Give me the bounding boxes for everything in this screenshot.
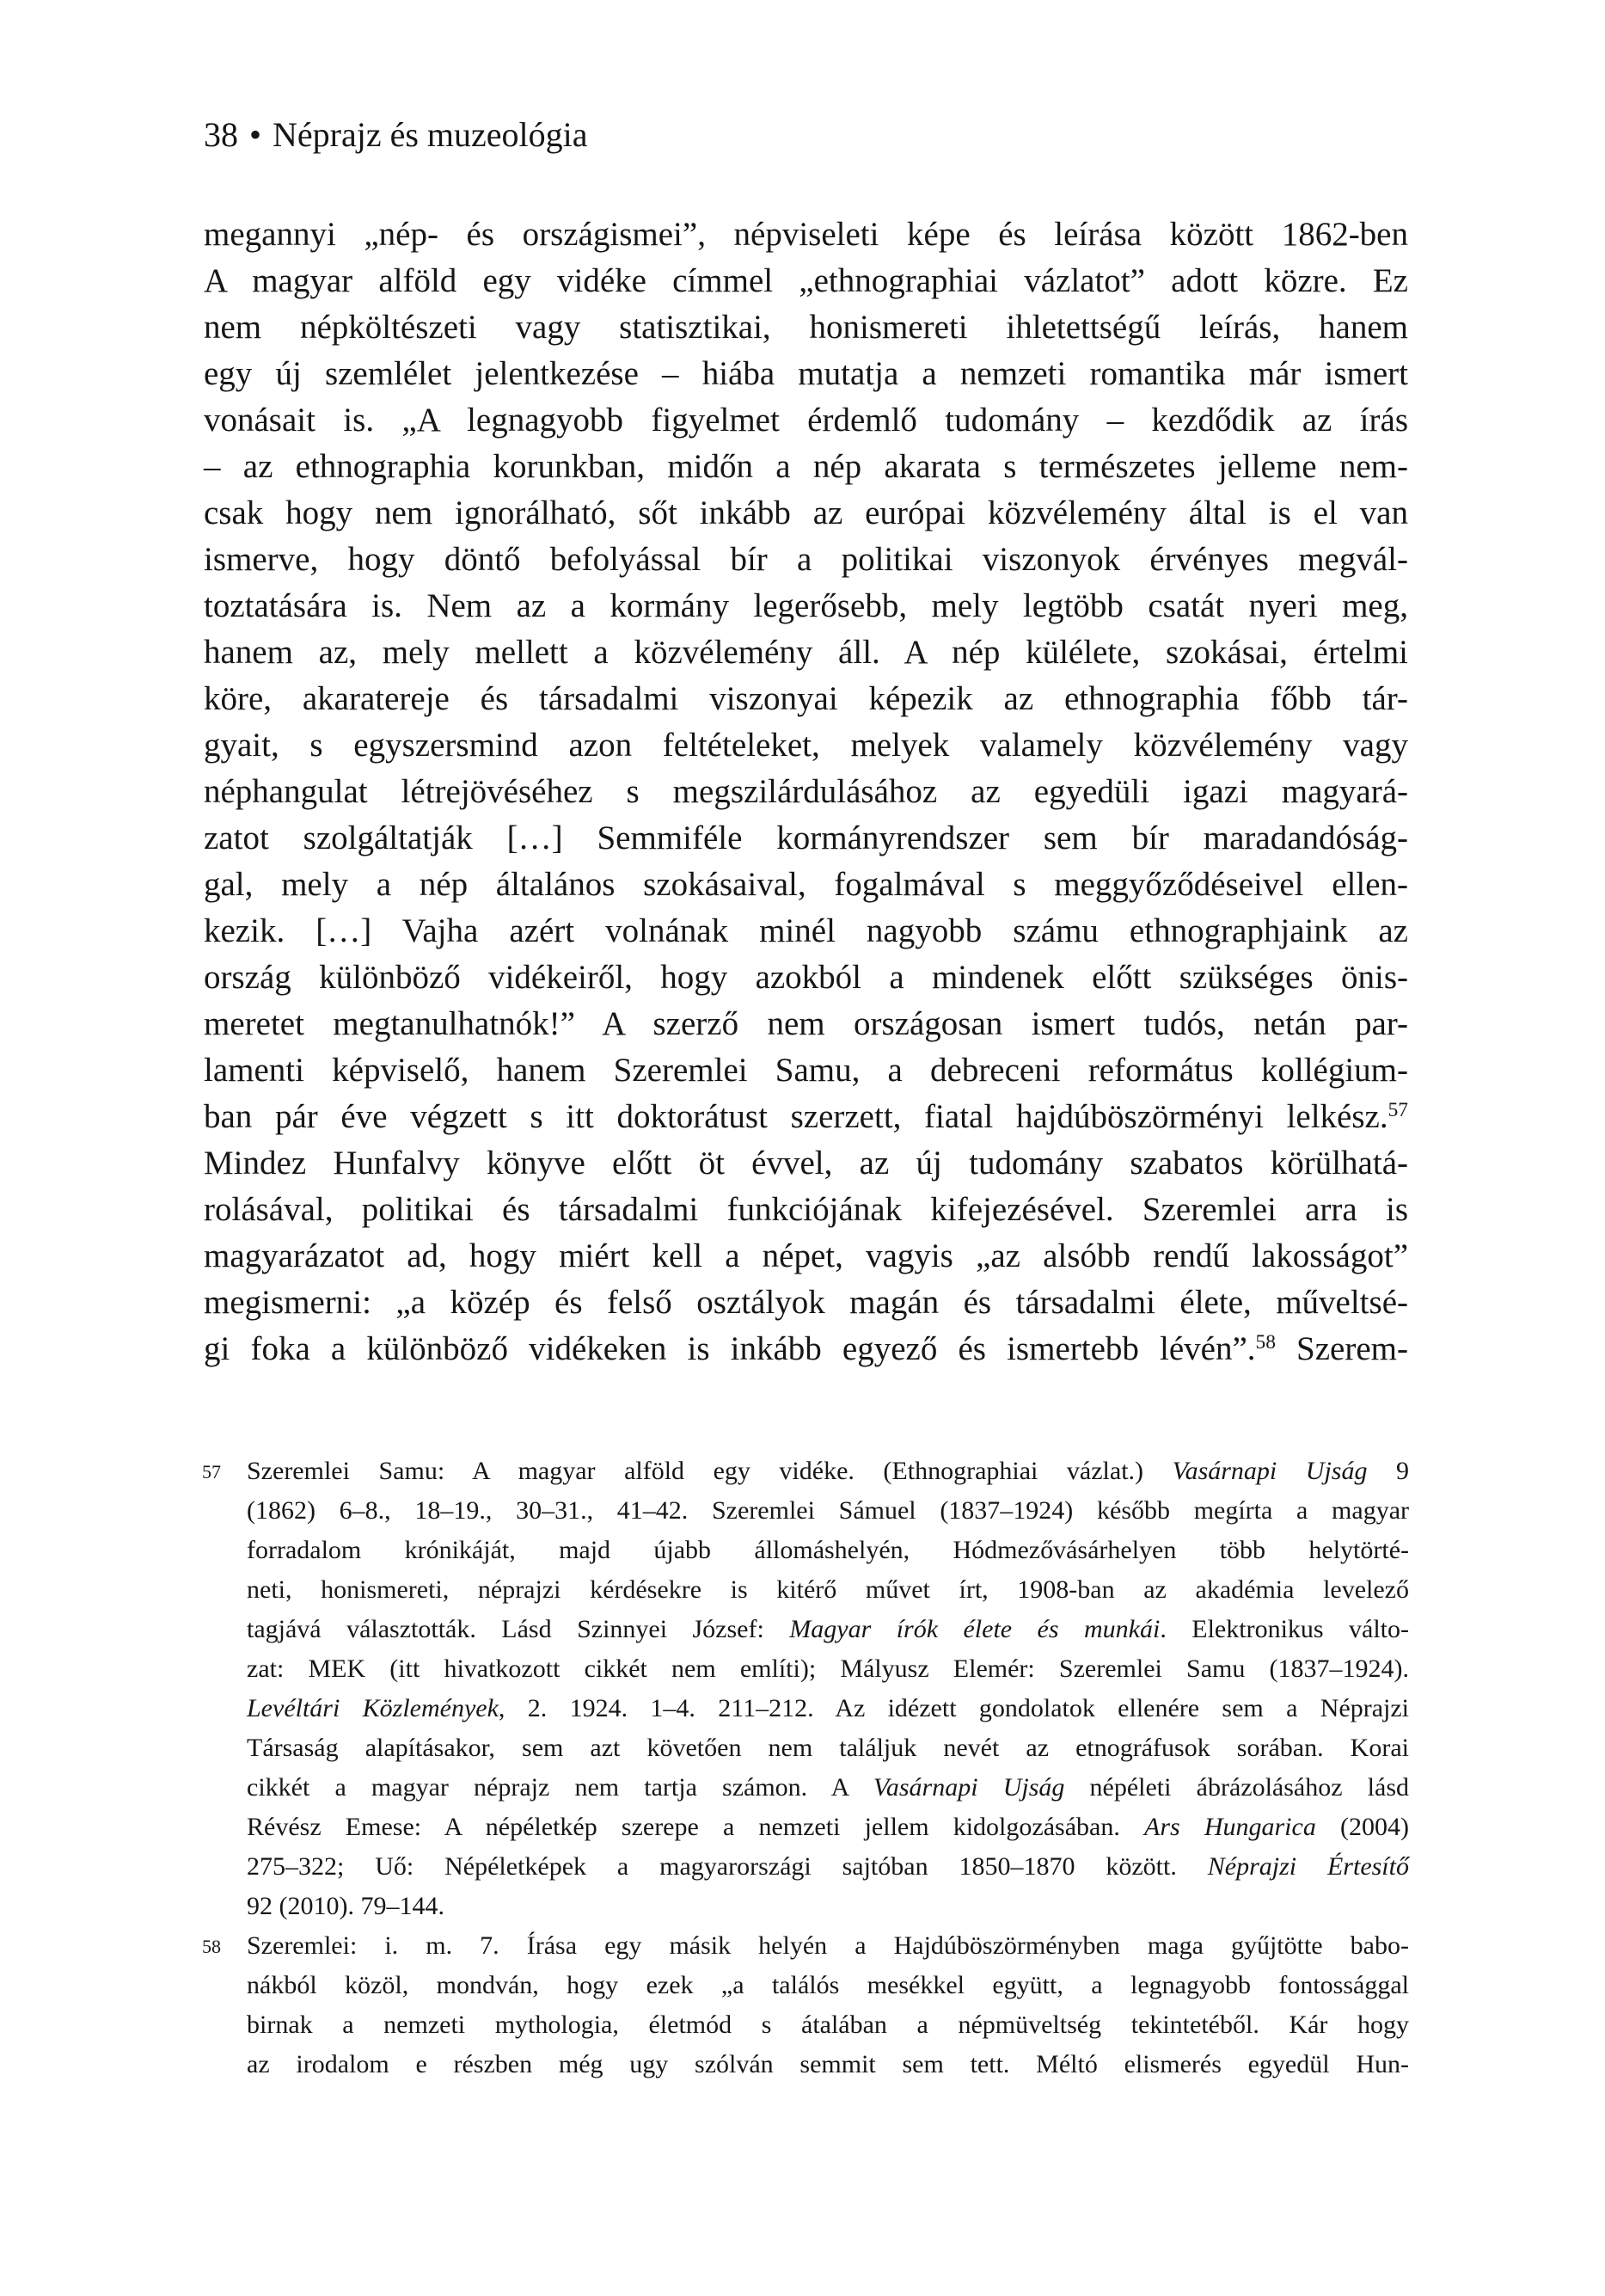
body-line: gal, mely a nép általános szokásaival, fogalmával s meggyőződéseivel ellen- (204, 866, 1408, 903)
body-line: lamenti képviselő, hanem Szeremlei Samu, a debreceni református kollégium- (204, 1052, 1408, 1089)
body-line: megannyi „nép- és országismei”, népviseleti képe és leírása között 1862-ben (204, 216, 1408, 253)
footnote-line: Társaság alapításakor, sem azt követően nem találjuk nevét az etnográfusok sorában. Korai (247, 1734, 1409, 1762)
footnote-line: Révész Emese: A népéletkép szerepe a nemzeti jellem kidolgozásában. Ars Hungarica (2004) (247, 1813, 1409, 1841)
body-line: A magyar alföld egy vidéke címmel „ethnographiai vázlatot” adott közre. Ez (204, 262, 1408, 299)
footnote-line: Levéltári Közlemények, 2. 1924. 1–4. 211–212. Az idézett gondolatok ellenére sem a Néprajzi (247, 1694, 1409, 1722)
body-line: csak hogy nem ignorálható, sőt inkább az európai közvélemény által is el van (204, 494, 1408, 531)
body-text (204, 212, 1408, 1372)
body-line: nem népköltészeti vagy statisztikai, honismereti ihletettségű leírás, hanem (204, 309, 1408, 346)
footnote-line: Szeremlei Samu: A magyar alföld egy vidéke. (Ethnographiai vázlat.) Vasárnapi Ujság 9 (247, 1457, 1410, 1485)
footnote-line: nákból közöl, mondván, hogy ezek „a találós mesékkel együtt, a legnagyobb fontossággal (247, 1971, 1409, 1999)
body-line: hanem az, mely mellett a közvélemény áll. A nép külélete, szokásai, értelmi (204, 634, 1408, 671)
body-line: rolásával, politikai és társadalmi funkciójának kifejezésével. Szeremlei arra is (204, 1191, 1408, 1228)
running-title: Néprajz és muzeológia (273, 115, 588, 154)
body-line: toztatására is. Nem az a kormány legerősebb, mely legtöbb csatát nyeri meg, (204, 587, 1408, 624)
footnote-line: tagjává választották. Lásd Szinnyei József: Magyar írók élete és munkái. Elektronikus válto- (247, 1615, 1410, 1643)
footnote-line: 92 (2010). 79–144. (247, 1892, 444, 1920)
body-line: meretet megtanulhatnók!” A szerző nem országosan ismert tudós, netán par- (204, 1005, 1408, 1042)
body-line: vonásait is. „A legnagyobb figyelmet érdemlő tudomány – kezdődik az írás (204, 402, 1408, 439)
body-line: magyarázatot ad, hogy miért kell a népet, vagyis „az alsóbb rendű lakosságot” (204, 1237, 1408, 1274)
body-line: Mindez Hunfalvy könyve előtt öt évvel, az új tudomány szabatos körülhatá- (204, 1145, 1408, 1182)
body-line: köre, akaratereje és társadalmi viszonyai képezik az ethnographia főbb tár- (204, 680, 1408, 717)
header-bullet-separator: • (249, 115, 262, 154)
footnotes (202, 1452, 1410, 2084)
footnote (202, 1926, 1409, 2084)
body-line: kezik. […] Vajha azért volnának minél nagyobb számu ethnographjaink az (204, 912, 1408, 949)
footnote-line: cikkét a magyar néprajz nem tartja számon. A Vasárnapi Ujság népéleti ábrázolásához lásd (247, 1773, 1410, 1802)
footnote-line: zat: MEK (itt hivatkozott cikkét nem említi); Mályusz Elemér: Szeremlei Samu (1837–1924). (247, 1654, 1409, 1683)
page-number: 38 (204, 115, 238, 154)
body-line: gi foka a különböző vidékeken is inkább egyező és ismertebb lévén”.$^{58}$ Szerem- (204, 1330, 1408, 1367)
body-line: egy új szemlélet jelentkezése – hiába mutatja a nemzeti romantika már ismert (204, 355, 1408, 392)
body-line: zatot szolgáltatják […] Semmiféle kormányrendszer sem bír maradandóság- (204, 820, 1408, 856)
footnote-line: (1862) 6–8., 18–19., 30–31., 41–42. Szeremlei Sámuel (1837–1924) később megírta a magyar (247, 1496, 1409, 1525)
footnote-reference-superscript: 57 (1388, 1099, 1408, 1122)
footnote-line: 275–322; Uő: Népéletképek a magyarországi sajtóban 1850–1870 között. Néprajzi Értesítő (247, 1852, 1409, 1881)
footnote-line: az irodalom e részben még ugy szólván semmit sem tett. Méltó elismerés egyedül Hun- (247, 2050, 1409, 2078)
footnote-line: forradalom krónikáját, majd újabb állomáshelyén, Hódmezővásárhelyen több helytörté- (247, 1536, 1409, 1564)
body-line: ismerve, hogy döntő befolyással bír a politikai viszonyok érvényes megvál- (204, 541, 1408, 578)
footnote (202, 1452, 1410, 1926)
body-line: megismerni: „a közép és felső osztályok magán és társadalmi élete, műveltsé- (204, 1284, 1408, 1321)
footnote-line: birnak a nemzeti mythologia, életmód s átalában a népmüveltség tekintetéből. Kár hogy (247, 2011, 1409, 2039)
page-header (204, 112, 1408, 158)
footnote-line: neti, honismereti, néprajzi kérdésekre is kitérő művet írt, 1908-ban az akadémia levelező (247, 1575, 1409, 1604)
footnote-reference-superscript: 58 (1255, 1331, 1276, 1354)
footnote-line: Szeremlei: i. m. 7. Írása egy másik helyén a Hajdúböszörményben maga gyűjtötte babo- (247, 1931, 1409, 1960)
body-line: gyait, s egyszersmind azon feltételeket, melyek valamely közvélemény vagy (204, 727, 1408, 764)
body-line: ország különböző vidékeiről, hogy azokból a mindenek előtt szükséges önis- (204, 959, 1408, 996)
body-line: ban pár éve végzett s itt doktorátust szerzett, fiatal hajdúböszörményi lelkész.$^{57}$ (204, 1098, 1408, 1135)
footnote-marker: 58 (202, 1936, 221, 1957)
body-line: néphangulat létrejövéséhez s megszilárdulásához az egyedüli igazi magyará- (204, 773, 1408, 810)
body-line: – az ethnographia korunkban, midőn a nép akarata s természetes jelleme nem- (204, 448, 1408, 485)
footnote-marker: 57 (202, 1461, 221, 1483)
